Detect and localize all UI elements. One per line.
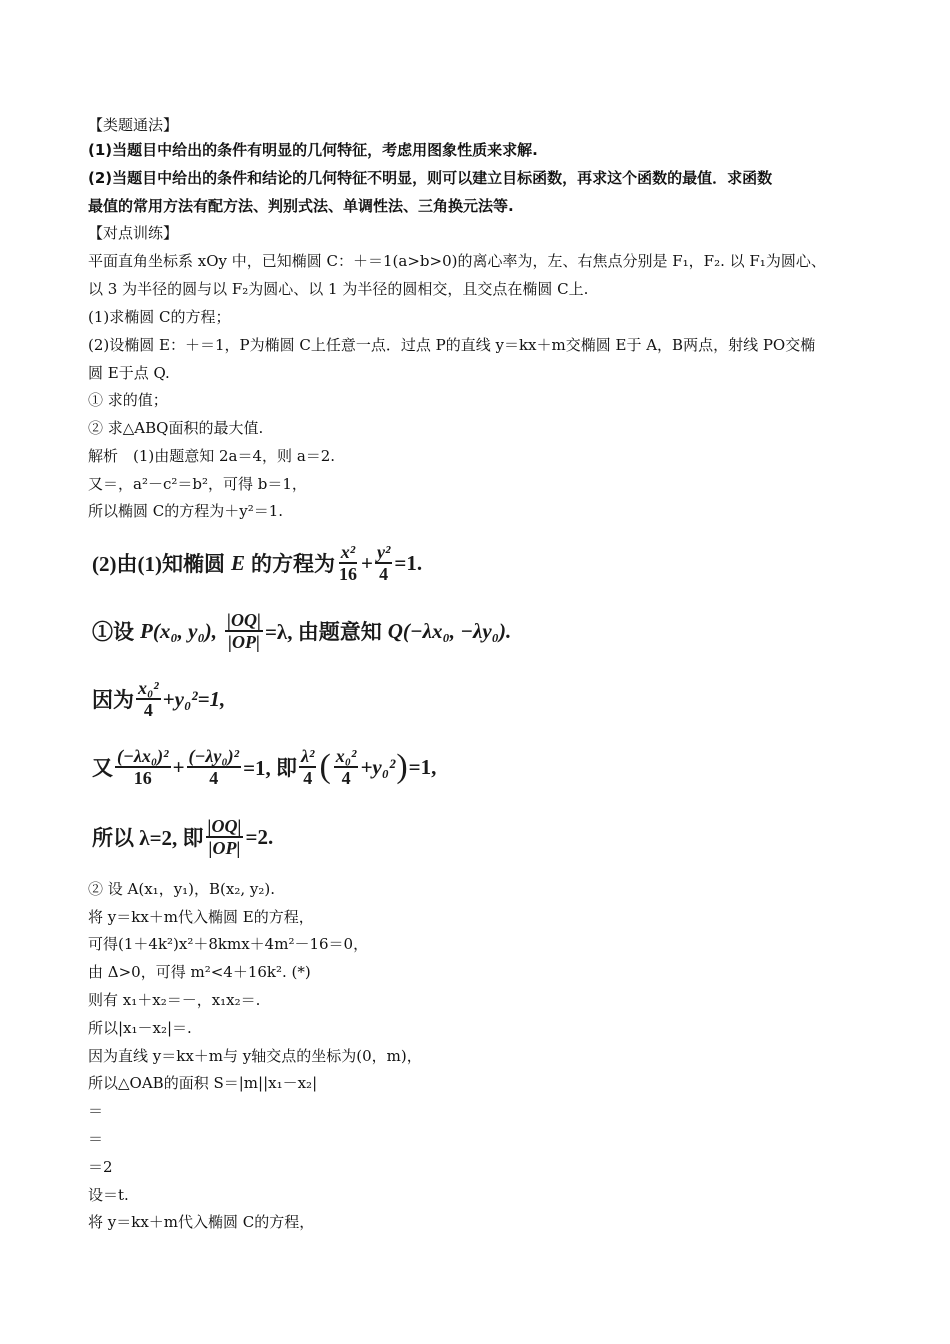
text-line-l14: 又＝，a²－c²＝b²，可得 b＝1， xyxy=(88,475,307,493)
text-line-l26: ＝2 xyxy=(88,1158,113,1176)
fraction: $\frac{\text{(−λx₀)²}}{16}$ xyxy=(117,746,169,788)
text-line-l20: 则有 x₁＋x₂＝－，x₁x₂＝. xyxy=(88,991,261,1009)
math-row-4 xyxy=(92,742,436,792)
text-line-l9: (2)设椭圆 E：＋＝1，P为椭圆 C上任意一点．过点 P的直线 y＝kx＋m交椭圆 E于 A，B两点，射线 PO交椭 xyxy=(88,336,816,354)
text-line-l16: ② 设 A(x₁，y₁)，B(x₂, y₂). xyxy=(88,880,276,898)
fraction: $\frac{|OQ|}{|OP|}$ xyxy=(227,610,261,652)
math-text: (2)由(1)知椭圆 xyxy=(92,552,225,576)
math-text: 又 xyxy=(92,756,113,780)
text-line-l23: 所以△OAB的面积 S＝|m||x₁－x₂| xyxy=(88,1074,318,1092)
text-line-l27: 设＝t. xyxy=(88,1186,129,1204)
math-text: E xyxy=(230,550,245,575)
text-line-l8: (1)求椭圆 C的方程； xyxy=(88,308,231,326)
math-text: +y₀² xyxy=(360,754,396,779)
math-text: 因为 xyxy=(92,688,134,712)
fraction: $\frac{\text{(−λy₀)²}}{4}$ xyxy=(188,746,240,788)
text-line-l17: 将 y＝kx＋m代入椭圆 E的方程， xyxy=(88,908,314,926)
text-line-l18: 可得(1＋4k²)x²＋8kmx＋4m²－16＝0， xyxy=(88,935,369,953)
fraction: $\frac{\text{x²}}{16}$ xyxy=(339,542,357,584)
math-row-2 xyxy=(92,606,511,656)
text-line-l25: ＝ xyxy=(88,1130,104,1148)
math-text: ( xyxy=(319,748,331,785)
fraction: $\frac{\text{y²}}{4}$ xyxy=(376,542,391,584)
math-text: =1. xyxy=(394,550,423,575)
solution-image-block xyxy=(92,528,632,868)
math-row-3 xyxy=(92,674,225,724)
text-line-l6: 平面直角坐标系 xOy 中，已知椭圆 C：＋＝1(a>b>0)的离心率为，左、右焦点分别是 F₁，F₂. 以 F₁为圆心、 xyxy=(88,252,826,270)
text-line-l12: ② 求△ABQ面积的最大值. xyxy=(88,419,264,437)
math-text: + xyxy=(361,550,373,575)
math-text: =2. xyxy=(245,824,274,849)
math-row-5 xyxy=(92,812,273,862)
text-line-l4: 最值的常用方法有配方法、判别式法、单调性法、三角换元法等. xyxy=(88,197,514,215)
math-text: + xyxy=(172,754,185,779)
text-line-l28: 将 y＝kx＋m代入椭圆 C的方程， xyxy=(88,1213,315,1231)
text-line-l11: ① 求的值； xyxy=(88,391,168,409)
math-text: +y₀²=1, xyxy=(162,686,226,711)
math-text: 的方程为 xyxy=(251,552,335,576)
text-line-l1: 【类题通法】 xyxy=(88,116,179,134)
fraction: $\frac{|OQ|}{|OP|}$ xyxy=(207,816,242,858)
fraction: $\frac{\text{x₀²}}{4}$ xyxy=(138,678,159,720)
fraction: $\frac{\text{λ²}}{4}$ xyxy=(301,746,315,788)
text-line-l10: 圆 E于点 Q. xyxy=(88,364,170,382)
math-text: ①设 xyxy=(92,620,134,644)
math-text: 所以 λ=2, 即 xyxy=(92,826,204,850)
math-text: =λ, 由题意知 xyxy=(264,620,382,644)
text-line-l5: 【对点训练】 xyxy=(88,224,179,242)
math-text: =1, xyxy=(408,754,437,779)
math-text: Q(−λx₀, −λy₀). xyxy=(387,618,512,643)
text-line-l15: 所以椭圆 C的方程为＋y²＝1. xyxy=(88,502,284,520)
text-line-l7: 以 3 为半径的圆与以 F₂为圆心、以 1 为半径的圆相交，且交点在椭圆 C上. xyxy=(88,280,589,298)
text-line-l13: 解析 (1)由题意知 2a＝4，则 a＝2. xyxy=(88,447,336,465)
math-row-1 xyxy=(92,538,422,588)
math-text: ) xyxy=(396,748,408,785)
text-line-l21: 所以|x₁－x₂|＝. xyxy=(88,1019,192,1037)
math-text: P(x₀, y₀), xyxy=(140,618,218,643)
fraction: $\frac{\text{x₀²}}{4}$ xyxy=(335,746,357,788)
text-line-l2: (1)当题目中给出的条件有明显的几何特征，考虑用图象性质来求解. xyxy=(88,141,538,159)
text-line-l19: 由 Δ>0，可得 m²<4＋16k². (*) xyxy=(88,963,311,981)
text-line-l3: (2)当题目中给出的条件和结论的几何特征不明显，则可以建立目标函数，再求这个函数的最值．求函数 xyxy=(88,169,773,187)
math-text: =1, 即 xyxy=(243,756,298,780)
text-line-l22: 因为直线 y＝kx＋m与 y轴交点的坐标为(0，m)， xyxy=(88,1047,422,1065)
text-line-l24: ＝ xyxy=(88,1102,104,1120)
